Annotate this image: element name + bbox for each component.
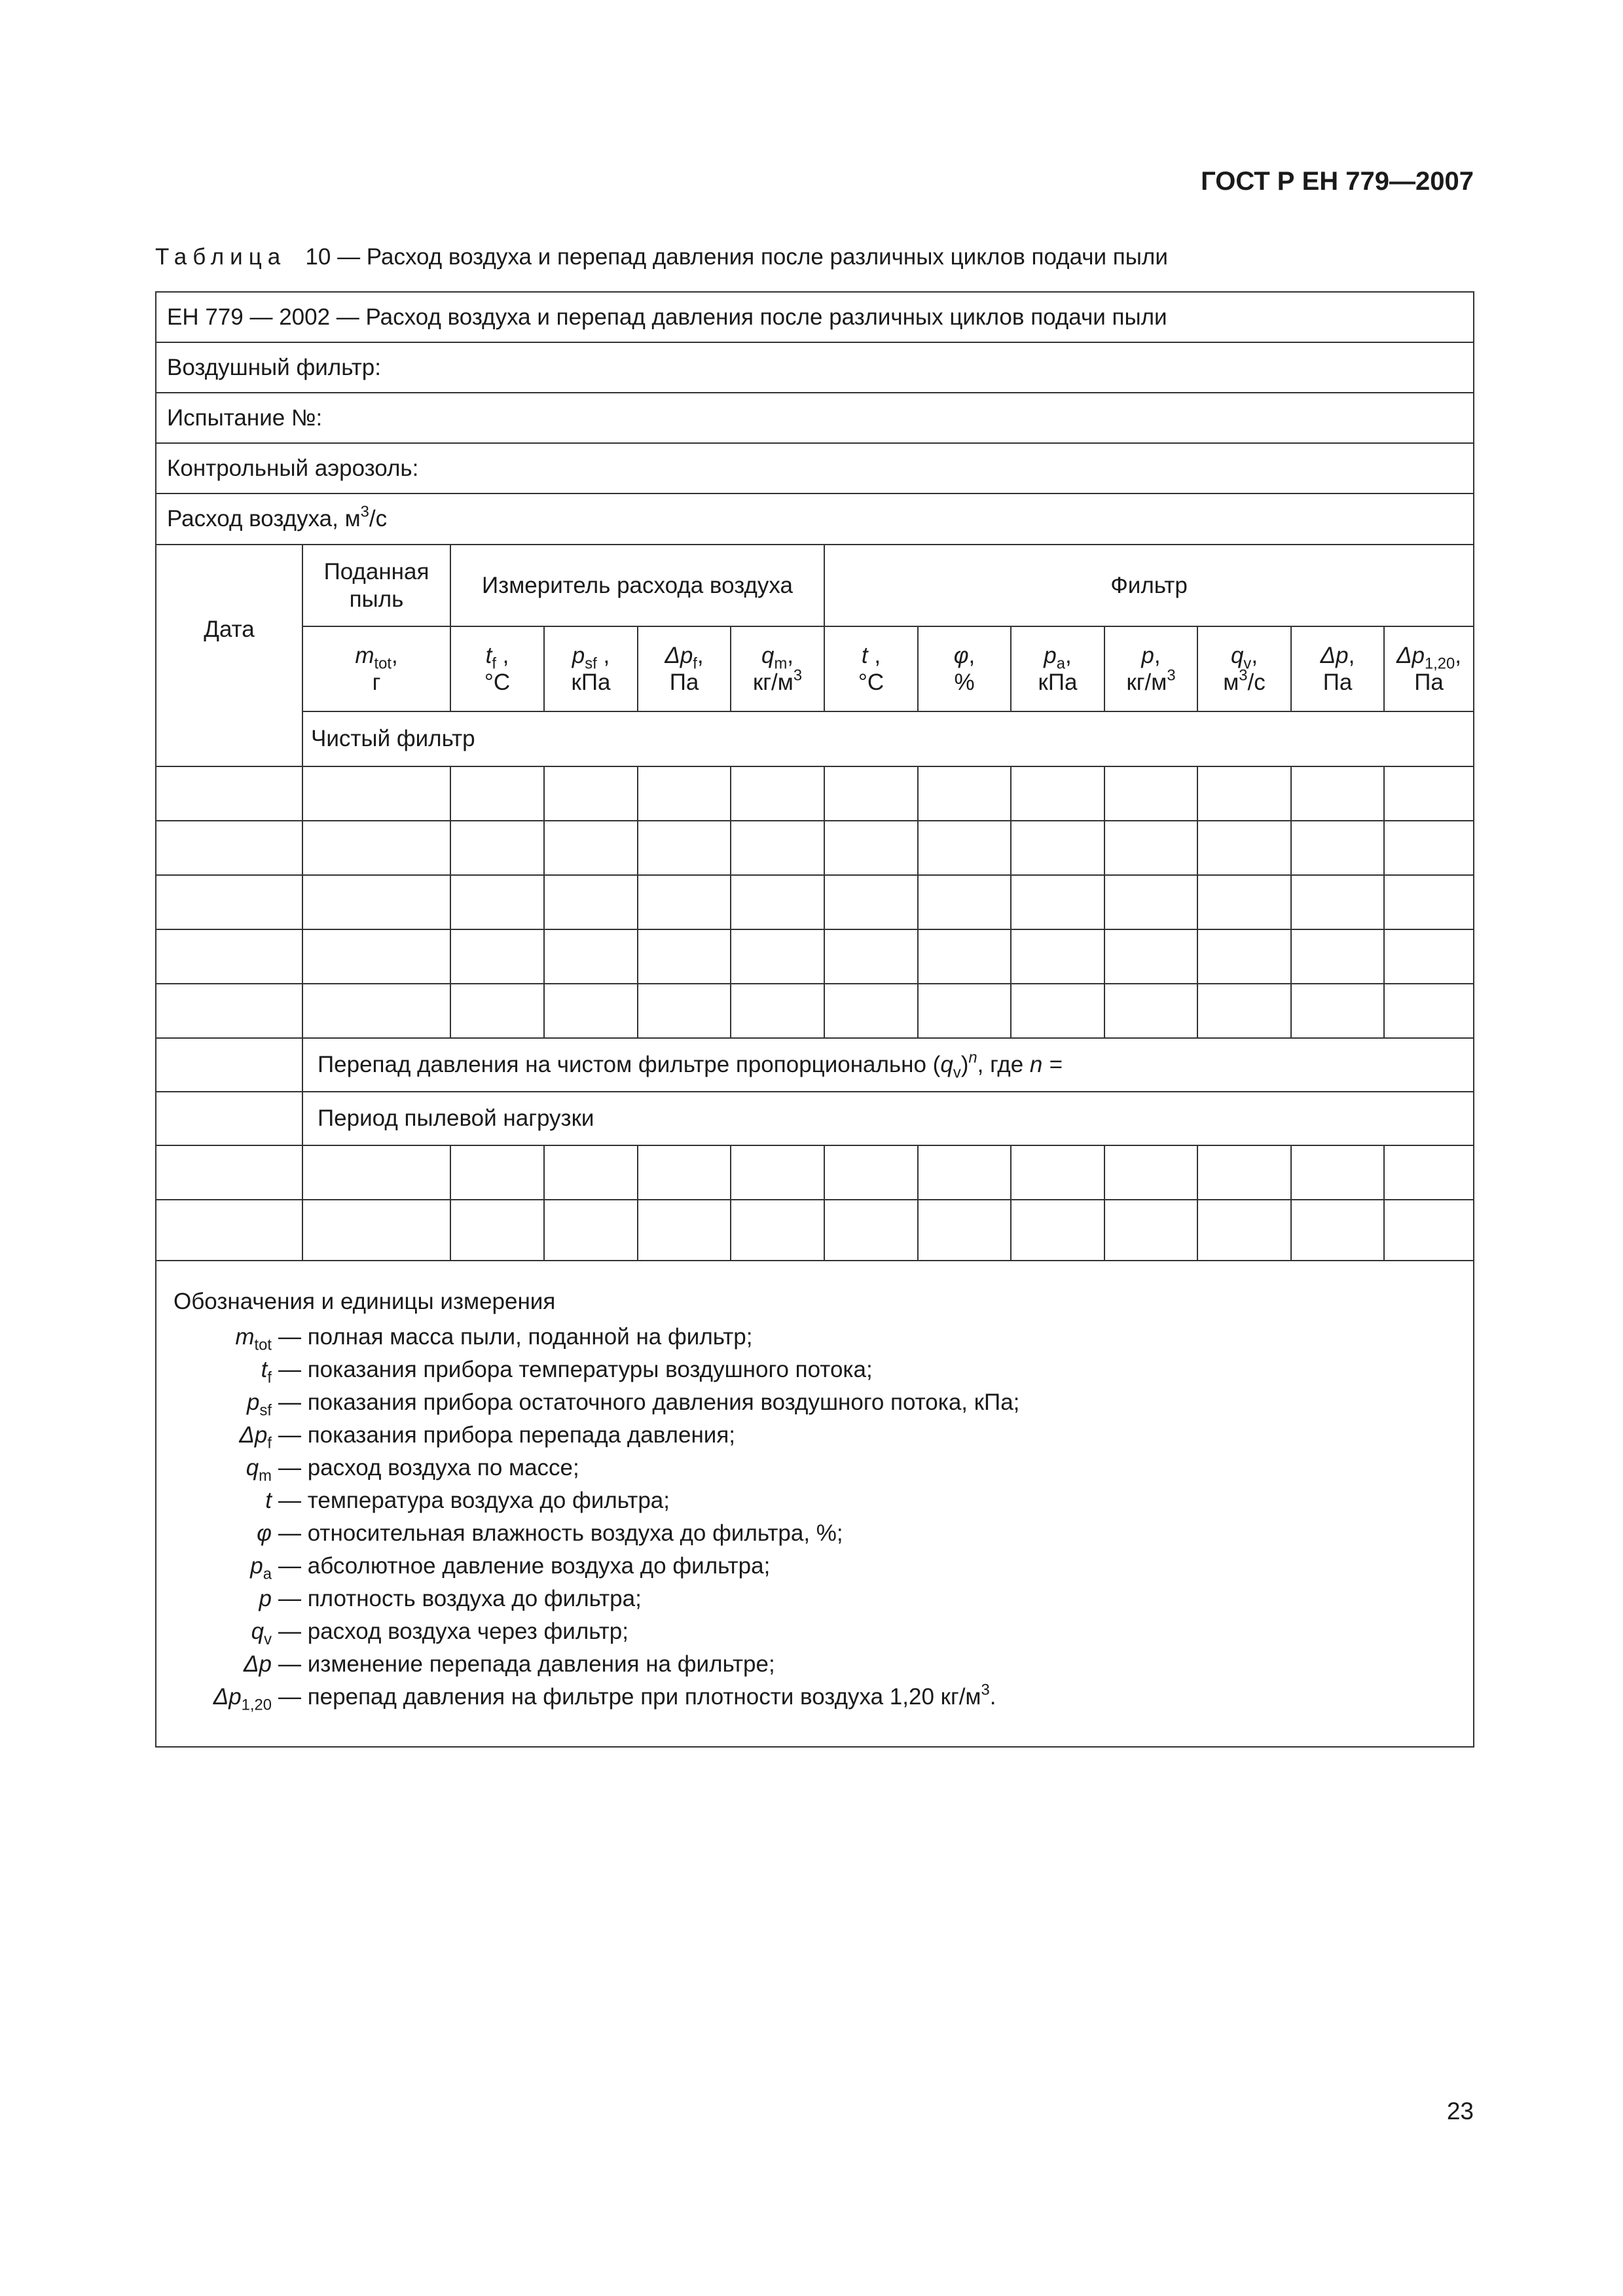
table-cell[interactable] [731,984,824,1038]
column-symbol: t [485,642,492,668]
column-header [544,626,638,711]
table-cell[interactable] [638,929,731,984]
air-flow-field[interactable] [156,493,1474,545]
column-separator: , [1455,642,1461,668]
table-cell[interactable] [156,1145,302,1200]
table-cell[interactable] [918,929,1011,984]
pressure-note-n: n [968,1049,977,1067]
table-cell[interactable] [156,875,302,929]
column-unit: кг/м [1126,670,1167,695]
table-cell[interactable] [1197,821,1291,875]
column-separator: , [1348,642,1355,668]
table-cell[interactable] [544,984,638,1038]
column-symbol: Δp [1396,642,1425,668]
legend-definition: — показания прибора перепада давления; [278,1422,736,1448]
table-cell[interactable] [544,1145,638,1200]
table-cell[interactable] [1291,929,1384,984]
table-cell[interactable] [544,766,638,821]
legend-row [156,1261,1474,1747]
legend-definition: — плотность воздуха до фильтра; [278,1586,642,1611]
column-header [450,626,544,711]
table-cell[interactable] [638,1200,731,1261]
column-separator: , [787,642,794,668]
table-row [156,1145,1474,1200]
page-number: 23 [1446,2098,1474,2125]
table-cell[interactable] [1197,929,1291,984]
column-unit: °C [858,670,884,695]
table-cell[interactable] [1104,929,1197,984]
column-symbol: p [1141,642,1154,668]
column-unit-tail: /c [1247,670,1266,695]
table-cell[interactable] [1384,1145,1474,1200]
column-symbol: Δp [1320,642,1349,668]
table-cell[interactable] [1384,766,1474,821]
column-symbol: p [572,642,585,668]
air-filter-field[interactable]: Воздушный фильтр: [156,342,1474,393]
column-unit: кг/м [752,670,793,695]
legend-definition: — показания прибора остаточного давления воздушного потока, кПа; [278,1390,1020,1415]
table-cell[interactable] [450,875,544,929]
legend-symbol: $\Delta p_f$ [239,1422,272,1452]
pressure-note: Перепад давления на чистом фильтре пропорционально $(q_v)^n$, где n = [302,1038,1474,1092]
table-cell[interactable] [156,1200,302,1261]
table-cell[interactable] [1197,875,1291,929]
clean-filter-row: Чистый фильтр [302,711,1474,766]
table-cell[interactable] [731,821,824,875]
table-cell[interactable] [918,766,1011,821]
table-cell[interactable] [824,821,918,875]
table-row [156,984,1474,1038]
table-cell[interactable] [302,766,450,821]
legend-symbol: t [265,1488,272,1513]
dust-loading-period-label: Период пылевой нагрузки [318,1105,594,1131]
table-cell[interactable] [824,875,918,929]
column-symbol: t [861,642,868,668]
standard-designation: ГОСТ Р ЕН 779—2007 [1201,167,1474,196]
table-cell[interactable] [302,984,450,1038]
legend-symbol: $m_{tot}$ [235,1324,272,1354]
form-table [155,291,1474,1748]
table-cell[interactable] [824,929,918,984]
table-cell[interactable] [544,821,638,875]
date-header-text: Дата [204,616,255,642]
table-row [156,821,1474,875]
table-cell[interactable] [450,984,544,1038]
column-symbol: φ [953,642,969,668]
pressure-note-tail: , где [977,1052,1024,1077]
legend-definition: — абсолютное давление воздуха до фильтра; [278,1553,771,1579]
table-cell[interactable] [302,1145,450,1200]
dust-loading-period-row [156,1092,1474,1145]
table-cell[interactable] [1104,984,1197,1038]
table-cell[interactable] [1011,929,1104,984]
column-header [1104,626,1197,711]
legend-definition: — показания прибора температуры воздушного потока; [278,1357,873,1382]
table-cell[interactable] [1384,821,1474,875]
legend-symbol: $q_v$ [251,1619,272,1649]
column-header [824,626,918,711]
table-cell[interactable] [1104,821,1197,875]
table-cell[interactable] [156,766,302,821]
table-cell[interactable] [1291,875,1384,929]
column-symbol: m [355,642,374,668]
column-header [1384,626,1474,711]
legend-definition: — температура воздуха до фильтра; [278,1488,670,1513]
table-cell[interactable] [302,821,450,875]
table-cell[interactable] [1011,1145,1104,1200]
pressure-note-text: Перепад давления на чистом фильтре пропорционально ( [318,1052,941,1077]
table-cell[interactable] [156,821,302,875]
filter-header: Фильтр [824,545,1474,626]
legend-symbol: $p_a$ [250,1553,272,1583]
table-cell[interactable] [918,984,1011,1038]
column-header [731,626,824,711]
table-cell[interactable] [1291,1145,1384,1200]
legend-definition: — относительная влажность воздуха до фильтра, %; [278,1520,843,1546]
column-header [638,626,731,711]
column-unit: г [372,670,381,695]
column-subscript: sf [585,655,597,673]
table-cell[interactable] [638,821,731,875]
table-cell[interactable] [1291,821,1384,875]
table-cell[interactable] [918,875,1011,929]
table-row [156,875,1474,929]
pressure-note-v: v [953,1064,961,1082]
column-unit-sup: 3 [793,666,803,685]
table-cell[interactable] [156,984,302,1038]
table-cell[interactable] [824,766,918,821]
column-symbol: q [761,642,775,668]
table-cell[interactable] [824,984,918,1038]
column-symbol: q [1230,642,1244,668]
column-subscript: f [693,655,697,673]
table-cell[interactable] [1197,1200,1291,1261]
aerosol-field[interactable]: Контрольный аэрозоль: [156,443,1474,493]
column-unit: % [954,670,975,695]
legend-definition: — полная масса пыли, поданной на фильтр; [278,1324,753,1350]
column-unit-sup: 3 [1167,666,1176,685]
table-cell[interactable] [1104,875,1197,929]
table-cell[interactable] [824,1145,918,1200]
column-separator: , [596,642,610,668]
column-separator: , [1154,642,1161,668]
table-cell[interactable] [450,821,544,875]
pressure-note-q: q [940,1052,953,1077]
table-cell[interactable] [1011,984,1104,1038]
table-cell[interactable] [731,1145,824,1200]
column-subscript: f [492,655,496,673]
caption-label: Таблица [155,244,287,270]
column-unit-sup: 3 [1239,666,1248,685]
table-cell[interactable] [638,875,731,929]
table-cell[interactable] [1011,821,1104,875]
table-cell[interactable] [731,929,824,984]
table-cell[interactable] [450,766,544,821]
legend-symbol: $t_f$ [261,1357,272,1387]
table-cell[interactable] [302,1200,450,1261]
table-cell[interactable] [1011,1200,1104,1261]
table-cell[interactable] [156,1092,302,1145]
column-unit: Па [1414,670,1444,695]
legend-cell [156,1261,1474,1747]
table-cell[interactable] [1011,766,1104,821]
table-cell[interactable] [824,1200,918,1261]
table-cell[interactable] [544,875,638,929]
dust-fed-header: Поданная пыль [302,545,450,626]
table-cell[interactable] [731,766,824,821]
table-cell[interactable] [1104,766,1197,821]
column-header [1197,626,1291,711]
column-separator: , [697,642,704,668]
table-cell[interactable] [1291,1200,1384,1261]
table-cell[interactable] [1197,766,1291,821]
legend-symbol: Δp [244,1651,272,1677]
table-cell[interactable] [918,1145,1011,1200]
air-flow-sup: 3 [360,503,369,521]
table-cell[interactable] [1197,984,1291,1038]
legend-symbol: $q_m$ [246,1455,272,1485]
legend-symbol: φ [257,1520,272,1546]
dust-loading-period [302,1092,1474,1145]
air-flow-meter-header: Измеритель расхода воздуха [450,545,824,626]
column-separator: , [1065,642,1072,668]
table-cell[interactable] [544,929,638,984]
table-row [156,1200,1474,1261]
table-cell[interactable] [1011,875,1104,929]
legend-symbol: p [259,1586,272,1611]
column-symbol: Δp [665,642,693,668]
air-flow-tail: /с [369,506,388,531]
table-cell[interactable] [1104,1200,1197,1261]
date-header [156,545,302,766]
pressure-note-row [156,1038,1474,1092]
table-cell[interactable] [544,1200,638,1261]
table-cell[interactable] [731,1200,824,1261]
table-cell[interactable] [1384,984,1474,1038]
table-cell[interactable] [1197,1145,1291,1200]
table-cell[interactable] [1104,1145,1197,1200]
pressure-note-eq: n = [1029,1052,1063,1077]
table-row [156,929,1474,984]
legend-definition: — расход воздуха через фильтр; [278,1619,629,1644]
table-cell[interactable] [450,1145,544,1200]
table-caption [155,244,1168,270]
table-cell[interactable] [450,929,544,984]
column-separator: , [391,642,398,668]
table-row [156,766,1474,821]
column-subscript: m [774,655,788,673]
column-header [1011,626,1104,711]
legend-definition: — расход воздуха по массе; [278,1455,579,1480]
table-cell[interactable] [1291,984,1384,1038]
column-unit: Па [1322,670,1353,695]
table-cell[interactable] [1291,766,1384,821]
column-unit: °C [484,670,511,695]
table-cell[interactable] [1384,875,1474,929]
table-cell[interactable] [638,984,731,1038]
table-cell[interactable] [1384,929,1474,984]
column-separator: , [1251,642,1258,668]
legend-title: Обозначения и единицы измерения [173,1289,556,1314]
table-cell[interactable] [638,766,731,821]
column-header [1291,626,1384,711]
legend-definition: — изменение перепада давления на фильтре; [278,1651,775,1677]
column-header [918,626,1011,711]
table-cell[interactable] [918,821,1011,875]
column-subscript: 1,20 [1424,655,1455,673]
column-subscript: tot [374,655,392,673]
legend-symbol: $p_{sf}$ [247,1390,272,1420]
table-cell[interactable] [302,929,450,984]
column-unit: Па [669,670,699,695]
table-cell[interactable] [1384,1200,1474,1261]
table-cell[interactable] [918,1200,1011,1261]
form-title: ЕН 779 — 2002 — Расход воздуха и перепад давления после различных циклов подачи пыли [156,292,1474,342]
legend-symbol: $\Delta p_{1,20}$ [213,1684,272,1714]
column-subscript: a [1056,655,1065,673]
column-subscript: v [1243,655,1252,673]
test-number-field[interactable]: Испытание №: [156,393,1474,443]
table-cell[interactable] [302,875,450,929]
column-unit: кПа [571,670,611,695]
column-unit: м [1223,670,1239,695]
column-separator: , [968,642,976,668]
column-symbol: p [1044,642,1057,668]
column-separator: , [496,642,509,668]
column-unit: кПа [1038,670,1078,695]
table-cell[interactable] [731,875,824,929]
column-header [302,626,450,711]
column-separator: , [867,642,881,668]
table-cell[interactable] [156,1038,302,1092]
caption-text: 10 — Расход воздуха и перепад давления после различных циклов подачи пыли [305,244,1168,270]
legend-definition: — перепад давления на фильтре при плотности воздуха 1,20 $кг/м^3$. [278,1681,996,1710]
air-flow-label: Расход воздуха, м [167,506,361,531]
table-cell[interactable] [156,929,302,984]
table-cell[interactable] [638,1145,731,1200]
table-cell[interactable] [450,1200,544,1261]
legend-list [173,1321,1473,1713]
